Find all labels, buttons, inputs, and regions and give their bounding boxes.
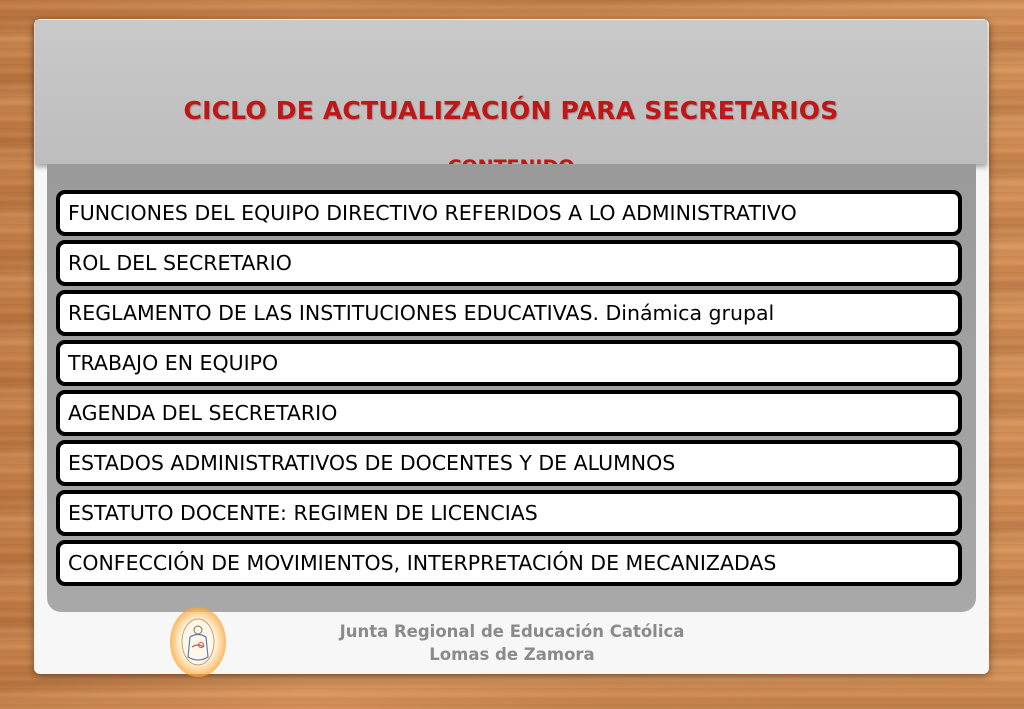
content-item: TRABAJO EN EQUIPO [56,340,962,386]
content-item: AGENDA DEL SECRETARIO [56,390,962,436]
content-item: FUNCIONES DEL EQUIPO DIRECTIVO REFERIDOS A LO ADMINISTRATIVO [56,190,962,236]
footer-organization: Junta Regional de Educación Católica [339,622,685,641]
footer [0,620,1024,666]
footer-location: Lomas de Zamora [429,645,595,664]
content-item: CONFECCIÓN DE MOVIMIENTOS, INTERPRETACIÓN DE MECANIZADAS [56,540,962,586]
content-item: ROL DEL SECRETARIO [56,240,962,286]
content-item: ESTADOS ADMINISTRATIVOS DE DOCENTES Y DE ALUMNOS [56,440,962,486]
content-item: REGLAMENTO DE LAS INSTITUCIONES EDUCATIVAS. Dinámica grupal [56,290,962,336]
content-list [56,190,962,590]
slide-title: CICLO DE ACTUALIZACIÓN PARA SECRETARIOS [183,96,839,125]
slide-header [35,20,987,164]
content-item: ESTATUTO DOCENTE: REGIMEN DE LICENCIAS [56,490,962,536]
